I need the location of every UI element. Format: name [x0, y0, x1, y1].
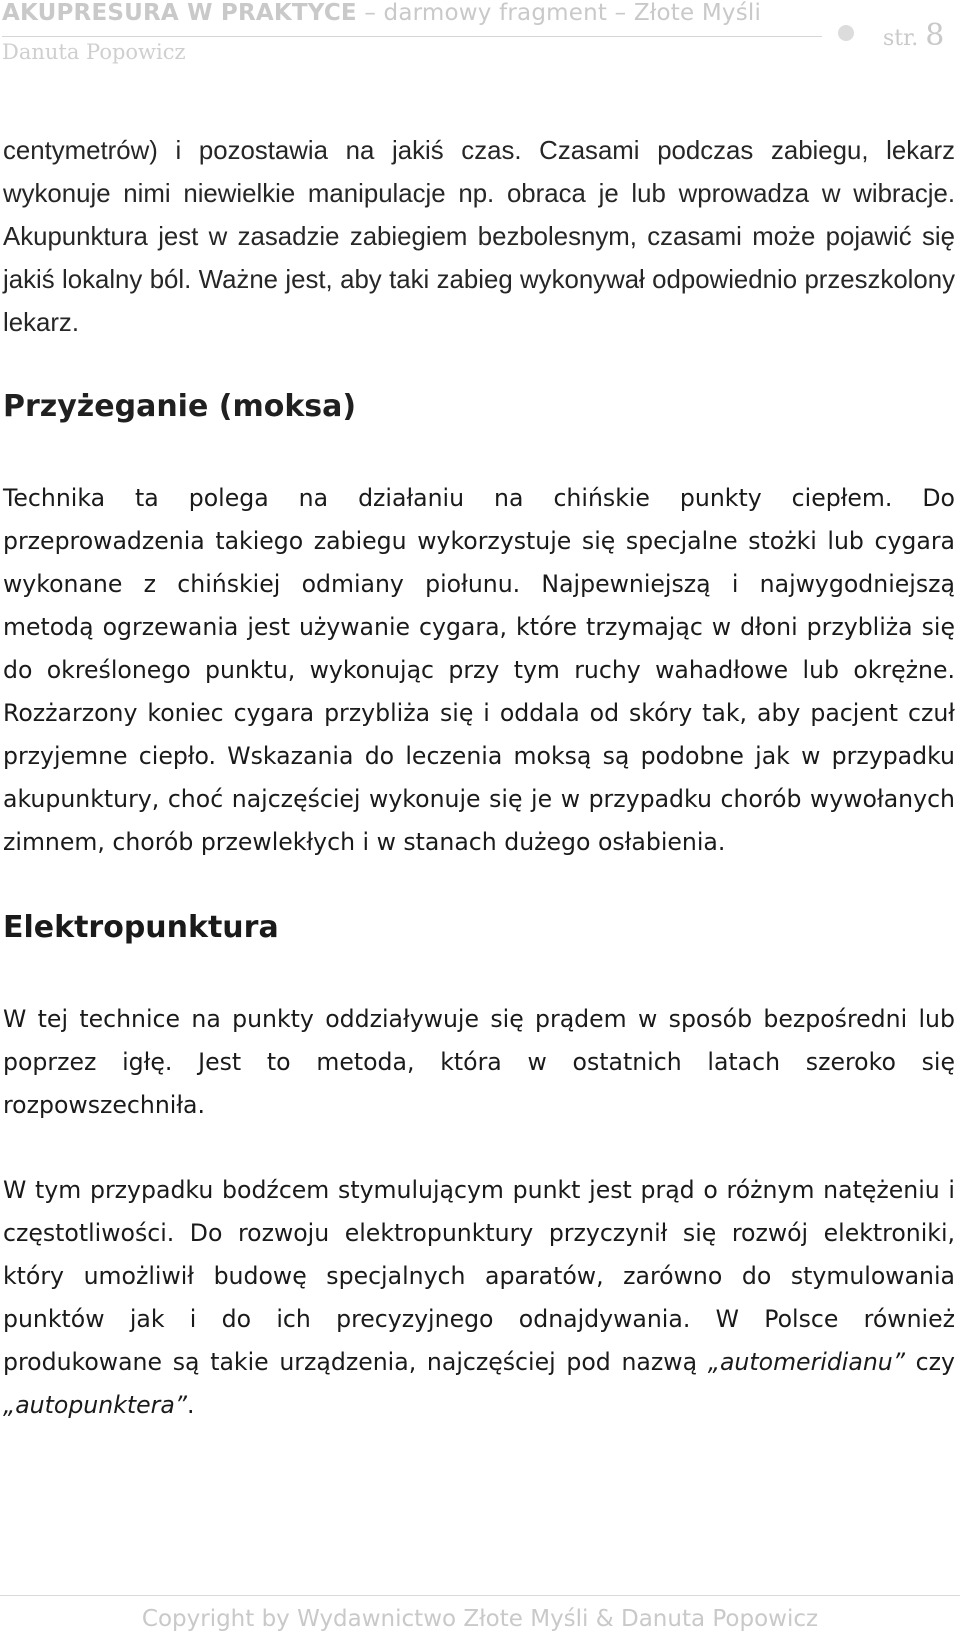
page-number-label: str. [883, 26, 926, 51]
book-title-main: AKUPRESURA W PRAKTYCE [2, 0, 357, 26]
paragraph-spacer [3, 1127, 955, 1169]
paragraph-text-joiner: czy [904, 1348, 955, 1376]
document-body [3, 130, 955, 1427]
paragraph-elektropunktura-2 [3, 1169, 955, 1427]
term-automeridian: „automeridianu” [707, 1348, 905, 1376]
page-header [2, 0, 958, 70]
paragraph-elektropunktura-1: W tej technice na punkty oddziaływuje się prądem w sposób bezpośredni lub poprzez igłę. Jest to metoda, która w ostatnich latach szeroko się rozpowszechniła. [3, 1005, 955, 1119]
book-title [2, 0, 761, 26]
term-autopunkter: „autopunktera” [3, 1391, 188, 1419]
section-heading-moksa: Przyżeganie (moksa) [3, 389, 357, 424]
bullet-dot-icon [838, 25, 854, 41]
page-number-value: 8 [925, 18, 945, 53]
paragraph-acupuncture: centymetrów) i pozostawia na jakiś czas. Czasami podczas zabiegu, lekarz wykonuje nimi niewielkie manipulacje np. obraca je lub wprowadza w wibracje. Akupunktura jest w zasadzie zabiegiem bezbolesnym, czasami może pojawić się jakiś lokalny ból. Ważne jest, aby taki zabieg wykonywał odpowiednio przeszkolony lekarz. [3, 137, 955, 337]
section-heading-elektropunktura: Elektropunktura [3, 910, 279, 945]
paragraph-text-end: . [187, 1391, 195, 1419]
paragraph-moksa: Technika ta polega na działaniu na chińskie punkty ciepłem. Do przeprowadzenia takiego zabiegu wykorzystuje się specjalne stożki lub cygara wykonane z chińskiej odmiany piołunu. Najpewniejszą i najwygodniejszą metodą ogrzewania jest używanie cygara, które trzymając w dłoni przybliża się do określonego punktu, wykonując przy tym ruchy wahadłowe lub okrężne. Rozżarzony koniec cygara przybliża się i oddala od skóry tak, aby pacjent czuł przyjemne ciepło. Wskazania do leczenia moksą są podobne jak w przypadku akupunktury, choć najczęściej wykonuje się je w przypadku chorób wywołanych zimnem, chorób przewlekłych i w stanach dużego osłabienia. [3, 484, 955, 856]
paragraph-text: W tym przypadku bodźcem stymulującym punkt jest prąd o różnym natężeniu i częstotliwości. Do rozwoju elektropunktury przyczynił się rozwój elektroniki, który umożliwił budowę specjalnych aparatów, zarówno do stymulowania punktów jak i do ich precyzyjnego odnajdywania. W Polsce również produkowane są takie urządzenia, najczęściej pod nazwą [3, 1176, 955, 1376]
page-number [883, 18, 944, 53]
header-divider [2, 36, 822, 37]
header-author: Danuta Popowicz [2, 40, 186, 64]
footer-copyright: Copyright by Wydawnictwo Złote Myśli & Danuta Popowicz [141, 1606, 819, 1632]
book-title-subtitle: – darmowy fragment – Złote Myśli [356, 0, 762, 26]
footer-divider [0, 1595, 960, 1596]
